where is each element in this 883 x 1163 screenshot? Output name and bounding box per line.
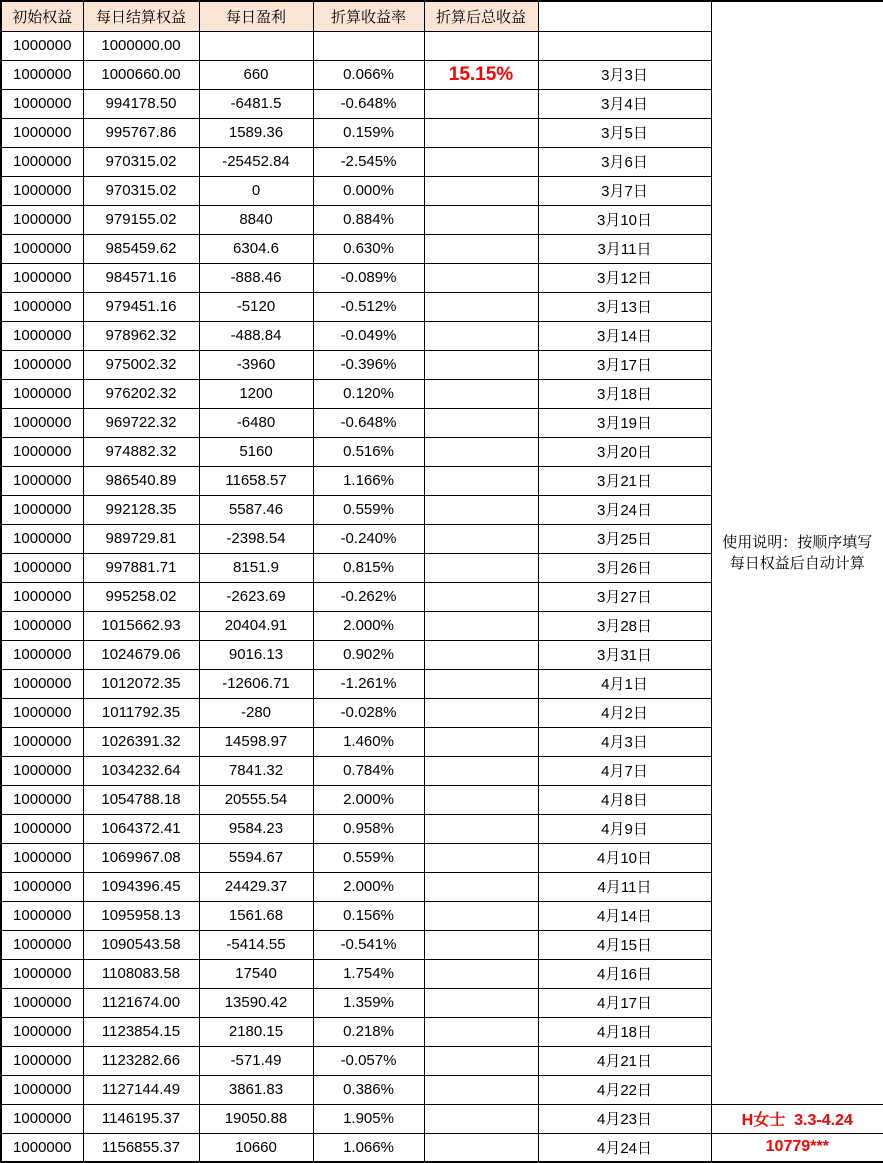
cell-date[interactable]: 3月7日 — [538, 176, 711, 205]
cell-total-return[interactable] — [424, 669, 538, 698]
cell-settlement-equity[interactable]: 1146195.37 — [83, 1104, 199, 1133]
cell-total-return[interactable] — [424, 524, 538, 553]
cell-total-return[interactable] — [424, 263, 538, 292]
cell-return-rate[interactable]: -0.648% — [313, 408, 424, 437]
cell-date[interactable]: 4月17日 — [538, 988, 711, 1017]
cell-return-rate[interactable]: -0.512% — [313, 292, 424, 321]
cell-date[interactable]: 3月17日 — [538, 350, 711, 379]
cell-total-return[interactable] — [424, 147, 538, 176]
cell-settlement-equity[interactable]: 992128.35 — [83, 495, 199, 524]
cell-return-rate[interactable]: 0.784% — [313, 756, 424, 785]
cell-date[interactable]: 3月25日 — [538, 524, 711, 553]
cell-initial-equity[interactable]: 1000000 — [1, 176, 83, 205]
cell-date[interactable]: 3月13日 — [538, 292, 711, 321]
cell-initial-equity[interactable]: 1000000 — [1, 118, 83, 147]
cell-return-rate[interactable]: 0.630% — [313, 234, 424, 263]
cell-total-return[interactable] — [424, 466, 538, 495]
cell-date[interactable]: 4月1日 — [538, 669, 711, 698]
cell-return-rate[interactable]: 1.905% — [313, 1104, 424, 1133]
cell-return-rate[interactable]: 0.159% — [313, 118, 424, 147]
cell-daily-profit[interactable]: -12606.71 — [199, 669, 313, 698]
cell-daily-profit[interactable]: 3861.83 — [199, 1075, 313, 1104]
usage-instructions-cell — [711, 1, 883, 1104]
cell-date[interactable]: 4月18日 — [538, 1017, 711, 1046]
usage-instructions-text: 使用说明：按顺序填写每日权益后自动计算 — [722, 533, 873, 572]
cell-settlement-equity[interactable]: 1123854.15 — [83, 1017, 199, 1046]
cell-date[interactable]: 3月18日 — [538, 379, 711, 408]
cell-settlement-equity[interactable]: 984571.16 — [83, 263, 199, 292]
cell-daily-profit[interactable]: 1561.68 — [199, 901, 313, 930]
cell-initial-equity[interactable]: 1000000 — [1, 814, 83, 843]
cell-date[interactable]: 4月3日 — [538, 727, 711, 756]
header-date-empty — [538, 1, 711, 31]
cell-total-return[interactable] — [424, 205, 538, 234]
cell-settlement-equity[interactable]: 1015662.93 — [83, 611, 199, 640]
cell-daily-profit[interactable]: -25452.84 — [199, 147, 313, 176]
cell-date[interactable]: 3月31日 — [538, 640, 711, 669]
cell-daily-profit[interactable]: 14598.97 — [199, 727, 313, 756]
cell-daily-profit[interactable]: 8840 — [199, 205, 313, 234]
cell-initial-equity[interactable]: 1000000 — [1, 727, 83, 756]
cell-date[interactable]: 3月19日 — [538, 408, 711, 437]
cell-settlement-equity[interactable]: 1069967.08 — [83, 843, 199, 872]
cell-initial-equity[interactable]: 1000000 — [1, 147, 83, 176]
cell-date[interactable]: 4月21日 — [538, 1046, 711, 1075]
cell-daily-profit[interactable]: -488.84 — [199, 321, 313, 350]
cell-settlement-equity[interactable]: 1127144.49 — [83, 1075, 199, 1104]
header-converted-return-rate: 折算收益率 — [313, 1, 424, 31]
cell-return-rate[interactable]: 1.754% — [313, 959, 424, 988]
cell-total-return[interactable] — [424, 843, 538, 872]
cell-total-return[interactable] — [424, 640, 538, 669]
cell-date[interactable]: 4月23日 — [538, 1104, 711, 1133]
cell-total-return[interactable] — [424, 901, 538, 930]
cell-return-rate[interactable] — [313, 31, 424, 60]
cell-date[interactable]: 4月15日 — [538, 930, 711, 959]
cell-return-rate[interactable]: 0.218% — [313, 1017, 424, 1046]
cell-settlement-equity[interactable]: 1090543.58 — [83, 930, 199, 959]
cell-total-return[interactable] — [424, 1075, 538, 1104]
cell-daily-profit[interactable]: 2180.15 — [199, 1017, 313, 1046]
cell-initial-equity[interactable]: 1000000 — [1, 60, 83, 89]
cell-initial-equity[interactable]: 1000000 — [1, 1075, 83, 1104]
cell-return-rate[interactable]: -0.028% — [313, 698, 424, 727]
cell-daily-profit[interactable]: -5120 — [199, 292, 313, 321]
cell-total-return[interactable] — [424, 350, 538, 379]
cell-date[interactable]: 3月21日 — [538, 466, 711, 495]
cell-settlement-equity[interactable]: 989729.81 — [83, 524, 199, 553]
cell-total-return[interactable] — [424, 930, 538, 959]
cell-daily-profit[interactable]: 1589.36 — [199, 118, 313, 147]
cell-settlement-equity[interactable]: 1000000.00 — [83, 31, 199, 60]
cell-settlement-equity[interactable]: 979451.16 — [83, 292, 199, 321]
cell-date[interactable]: 4月11日 — [538, 872, 711, 901]
cell-total-return[interactable] — [424, 437, 538, 466]
cell-settlement-equity[interactable]: 1123282.66 — [83, 1046, 199, 1075]
cell-date[interactable]: 4月8日 — [538, 785, 711, 814]
cell-initial-equity[interactable]: 1000000 — [1, 1104, 83, 1133]
cell-date[interactable]: 3月10日 — [538, 205, 711, 234]
cell-total-return[interactable] — [424, 988, 538, 1017]
header-row — [1, 1, 883, 31]
cell-initial-equity[interactable]: 1000000 — [1, 292, 83, 321]
cell-settlement-equity[interactable]: 974882.32 — [83, 437, 199, 466]
cell-daily-profit[interactable]: 10660 — [199, 1133, 313, 1162]
cell-initial-equity[interactable]: 1000000 — [1, 205, 83, 234]
cell-initial-equity[interactable]: 1000000 — [1, 959, 83, 988]
cell-return-rate[interactable]: 2.000% — [313, 785, 424, 814]
cell-date[interactable]: 3月4日 — [538, 89, 711, 118]
cell-initial-equity[interactable]: 1000000 — [1, 698, 83, 727]
cell-return-rate[interactable]: 2.000% — [313, 611, 424, 640]
cell-total-return[interactable] — [424, 176, 538, 205]
cell-date[interactable]: 3月28日 — [538, 611, 711, 640]
cell-date[interactable]: 3月5日 — [538, 118, 711, 147]
cell-total-return[interactable] — [424, 959, 538, 988]
cell-initial-equity[interactable]: 1000000 — [1, 1017, 83, 1046]
cell-settlement-equity[interactable]: 986540.89 — [83, 466, 199, 495]
cell-settlement-equity[interactable]: 1121674.00 — [83, 988, 199, 1017]
cell-daily-profit[interactable]: 20555.54 — [199, 785, 313, 814]
cell-initial-equity[interactable]: 1000000 — [1, 582, 83, 611]
cell-daily-profit[interactable]: 20404.91 — [199, 611, 313, 640]
cell-daily-profit[interactable]: 0 — [199, 176, 313, 205]
cell-return-rate[interactable]: 0.516% — [313, 437, 424, 466]
cell-settlement-equity[interactable]: 979155.02 — [83, 205, 199, 234]
cell-return-rate[interactable]: -0.541% — [313, 930, 424, 959]
cell-daily-profit[interactable]: -2623.69 — [199, 582, 313, 611]
cell-date[interactable]: 3月14日 — [538, 321, 711, 350]
cell-total-return[interactable] — [424, 408, 538, 437]
cell-daily-profit[interactable]: -571.49 — [199, 1046, 313, 1075]
cell-return-rate[interactable]: 0.559% — [313, 843, 424, 872]
cell-daily-profit[interactable]: -2398.54 — [199, 524, 313, 553]
cell-daily-profit[interactable]: 5587.46 — [199, 495, 313, 524]
cell-date[interactable]: 3月20日 — [538, 437, 711, 466]
cell-total-return[interactable] — [424, 495, 538, 524]
cell-initial-equity[interactable]: 1000000 — [1, 988, 83, 1017]
cell-total-return[interactable] — [424, 785, 538, 814]
cell-total-return[interactable] — [424, 89, 538, 118]
cell-daily-profit[interactable]: -6480 — [199, 408, 313, 437]
cell-initial-equity[interactable]: 1000000 — [1, 901, 83, 930]
cell-settlement-equity[interactable]: 975002.32 — [83, 350, 199, 379]
cell-return-rate[interactable]: 0.120% — [313, 379, 424, 408]
cell-initial-equity[interactable]: 1000000 — [1, 524, 83, 553]
cell-daily-profit[interactable]: 660 — [199, 60, 313, 89]
cell-settlement-equity[interactable]: 969722.32 — [83, 408, 199, 437]
cell-return-rate[interactable]: 0.958% — [313, 814, 424, 843]
cell-daily-profit[interactable]: -888.46 — [199, 263, 313, 292]
cell-settlement-equity[interactable]: 976202.32 — [83, 379, 199, 408]
cell-initial-equity[interactable]: 1000000 — [1, 466, 83, 495]
table-row — [1, 1133, 883, 1162]
cell-initial-equity[interactable]: 1000000 — [1, 930, 83, 959]
cell-date[interactable]: 4月22日 — [538, 1075, 711, 1104]
cell-return-rate[interactable]: 1.359% — [313, 988, 424, 1017]
cell-daily-profit[interactable]: -6481.5 — [199, 89, 313, 118]
cell-return-rate[interactable]: 1.066% — [313, 1133, 424, 1162]
cell-settlement-equity[interactable]: 1000660.00 — [83, 60, 199, 89]
table-row — [1, 1104, 883, 1133]
cell-initial-equity[interactable]: 1000000 — [1, 640, 83, 669]
cell-settlement-equity[interactable]: 1026391.32 — [83, 727, 199, 756]
cell-date[interactable]: 3月12日 — [538, 263, 711, 292]
cell-total-return[interactable] — [424, 118, 538, 147]
cell-initial-equity[interactable]: 1000000 — [1, 350, 83, 379]
cell-initial-equity[interactable]: 1000000 — [1, 785, 83, 814]
cell-date[interactable]: 4月9日 — [538, 814, 711, 843]
right-red-note-cell[interactable]: H女士 3.3-4.24 — [711, 1104, 883, 1133]
cell-daily-profit[interactable]: 7841.32 — [199, 756, 313, 785]
cell-settlement-equity[interactable]: 994178.50 — [83, 89, 199, 118]
cell-total-return[interactable] — [424, 698, 538, 727]
cell-return-rate[interactable]: 0.156% — [313, 901, 424, 930]
cell-return-rate[interactable]: 0.815% — [313, 553, 424, 582]
cell-return-rate[interactable]: -2.545% — [313, 147, 424, 176]
cell-settlement-equity[interactable]: 970315.02 — [83, 147, 199, 176]
cell-return-rate[interactable]: 0.884% — [313, 205, 424, 234]
cell-initial-equity[interactable]: 1000000 — [1, 756, 83, 785]
cell-settlement-equity[interactable]: 995767.86 — [83, 118, 199, 147]
cell-initial-equity[interactable]: 1000000 — [1, 843, 83, 872]
cell-initial-equity[interactable]: 1000000 — [1, 669, 83, 698]
cell-return-rate[interactable]: -0.262% — [313, 582, 424, 611]
cell-total-return[interactable] — [424, 611, 538, 640]
right-red-note-cell[interactable]: 10779*** — [711, 1133, 883, 1162]
cell-return-rate[interactable]: -0.396% — [313, 350, 424, 379]
cell-initial-equity[interactable]: 1000000 — [1, 234, 83, 263]
cell-total-return[interactable] — [424, 582, 538, 611]
cell-settlement-equity[interactable]: 1011792.35 — [83, 698, 199, 727]
cell-total-return[interactable] — [424, 727, 538, 756]
cell-settlement-equity[interactable]: 1108083.58 — [83, 959, 199, 988]
cell-daily-profit[interactable]: 8151.9 — [199, 553, 313, 582]
cell-initial-equity[interactable]: 1000000 — [1, 872, 83, 901]
cell-return-rate[interactable]: 0.386% — [313, 1075, 424, 1104]
cell-daily-profit[interactable]: -3960 — [199, 350, 313, 379]
cell-daily-profit[interactable]: 9016.13 — [199, 640, 313, 669]
cell-daily-profit[interactable]: 13590.42 — [199, 988, 313, 1017]
cell-settlement-equity[interactable]: 1156855.37 — [83, 1133, 199, 1162]
cell-return-rate[interactable]: 0.559% — [313, 495, 424, 524]
cell-settlement-equity[interactable]: 1024679.06 — [83, 640, 199, 669]
cell-daily-profit[interactable]: 11658.57 — [199, 466, 313, 495]
cell-daily-profit[interactable]: 24429.37 — [199, 872, 313, 901]
cell-total-return[interactable]: 15.15% — [424, 60, 538, 89]
cell-initial-equity[interactable]: 1000000 — [1, 495, 83, 524]
cell-daily-profit[interactable]: 1200 — [199, 379, 313, 408]
cell-total-return[interactable] — [424, 872, 538, 901]
cell-settlement-equity[interactable]: 997881.71 — [83, 553, 199, 582]
cell-settlement-equity[interactable]: 1012072.35 — [83, 669, 199, 698]
cell-settlement-equity[interactable]: 1054788.18 — [83, 785, 199, 814]
header-converted-total-return: 折算后总收益 — [424, 1, 538, 31]
cell-settlement-equity[interactable]: 985459.62 — [83, 234, 199, 263]
cell-initial-equity[interactable]: 1000000 — [1, 437, 83, 466]
cell-total-return[interactable] — [424, 756, 538, 785]
cell-total-return[interactable] — [424, 379, 538, 408]
cell-initial-equity[interactable]: 1000000 — [1, 31, 83, 60]
cell-return-rate[interactable]: -0.240% — [313, 524, 424, 553]
cell-return-rate[interactable]: 2.000% — [313, 872, 424, 901]
cell-daily-profit[interactable]: 6304.6 — [199, 234, 313, 263]
cell-initial-equity[interactable]: 1000000 — [1, 408, 83, 437]
cell-date[interactable]: 4月2日 — [538, 698, 711, 727]
cell-total-return[interactable] — [424, 1046, 538, 1075]
cell-initial-equity[interactable]: 1000000 — [1, 1046, 83, 1075]
cell-daily-profit[interactable] — [199, 31, 313, 60]
cell-return-rate[interactable]: -0.089% — [313, 263, 424, 292]
cell-initial-equity[interactable]: 1000000 — [1, 611, 83, 640]
cell-initial-equity[interactable]: 1000000 — [1, 1133, 83, 1162]
cell-initial-equity[interactable]: 1000000 — [1, 379, 83, 408]
cell-return-rate[interactable]: 1.166% — [313, 466, 424, 495]
cell-initial-equity[interactable]: 1000000 — [1, 263, 83, 292]
cell-total-return[interactable] — [424, 553, 538, 582]
cell-date[interactable]: 3月11日 — [538, 234, 711, 263]
cell-return-rate[interactable]: -0.648% — [313, 89, 424, 118]
cell-initial-equity[interactable]: 1000000 — [1, 89, 83, 118]
cell-total-return[interactable] — [424, 321, 538, 350]
header-initial-equity: 初始权益 — [1, 1, 83, 31]
cell-total-return[interactable] — [424, 292, 538, 321]
cell-date[interactable]: 4月14日 — [538, 901, 711, 930]
cell-return-rate[interactable]: -0.049% — [313, 321, 424, 350]
cell-settlement-equity[interactable]: 1095958.13 — [83, 901, 199, 930]
cell-daily-profit[interactable]: 17540 — [199, 959, 313, 988]
cell-daily-profit[interactable]: 5594.67 — [199, 843, 313, 872]
cell-settlement-equity[interactable]: 1034232.64 — [83, 756, 199, 785]
cell-return-rate[interactable]: 0.902% — [313, 640, 424, 669]
cell-initial-equity[interactable]: 1000000 — [1, 553, 83, 582]
cell-daily-profit[interactable]: -280 — [199, 698, 313, 727]
cell-date[interactable]: 4月24日 — [538, 1133, 711, 1162]
cell-daily-profit[interactable]: 5160 — [199, 437, 313, 466]
table-body — [1, 1, 883, 1162]
cell-date[interactable]: 3月6日 — [538, 147, 711, 176]
header-daily-profit: 每日盈利 — [199, 1, 313, 31]
cell-return-rate[interactable]: -0.057% — [313, 1046, 424, 1075]
cell-date[interactable]: 3月24日 — [538, 495, 711, 524]
cell-total-return[interactable] — [424, 1133, 538, 1162]
cell-return-rate[interactable]: 0.066% — [313, 60, 424, 89]
cell-date[interactable]: 3月27日 — [538, 582, 711, 611]
cell-daily-profit[interactable]: 19050.88 — [199, 1104, 313, 1133]
cell-total-return[interactable] — [424, 234, 538, 263]
cell-settlement-equity[interactable]: 978962.32 — [83, 321, 199, 350]
cell-total-return[interactable] — [424, 1017, 538, 1046]
cell-daily-profit[interactable]: 9584.23 — [199, 814, 313, 843]
cell-daily-profit[interactable]: -5414.55 — [199, 930, 313, 959]
cell-date[interactable]: 3月26日 — [538, 553, 711, 582]
cell-return-rate[interactable]: 0.000% — [313, 176, 424, 205]
cell-date[interactable] — [538, 31, 711, 60]
header-daily-settlement-equity: 每日结算权益 — [83, 1, 199, 31]
cell-settlement-equity[interactable]: 1064372.41 — [83, 814, 199, 843]
cell-total-return[interactable] — [424, 814, 538, 843]
cell-date[interactable]: 3月3日 — [538, 60, 711, 89]
cell-return-rate[interactable]: -1.261% — [313, 669, 424, 698]
cell-settlement-equity[interactable]: 995258.02 — [83, 582, 199, 611]
cell-date[interactable]: 4月10日 — [538, 843, 711, 872]
cell-settlement-equity[interactable]: 1094396.45 — [83, 872, 199, 901]
cell-date[interactable]: 4月7日 — [538, 756, 711, 785]
cell-settlement-equity[interactable]: 970315.02 — [83, 176, 199, 205]
cell-initial-equity[interactable]: 1000000 — [1, 321, 83, 350]
cell-total-return[interactable] — [424, 31, 538, 60]
cell-total-return[interactable] — [424, 1104, 538, 1133]
cell-return-rate[interactable]: 1.460% — [313, 727, 424, 756]
cell-date[interactable]: 4月16日 — [538, 959, 711, 988]
